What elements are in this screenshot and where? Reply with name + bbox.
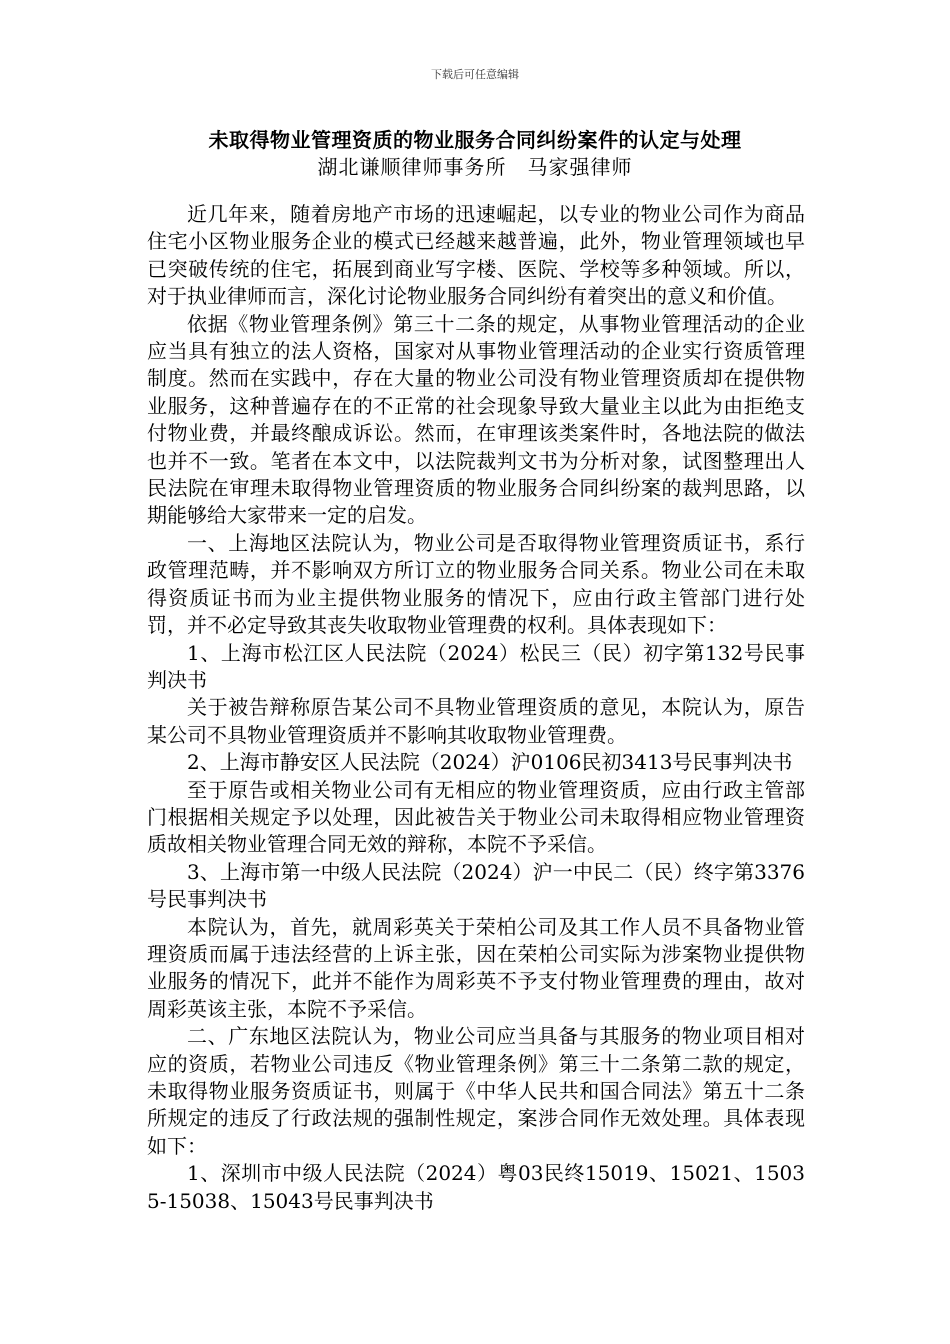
paragraph-case-1-quote: 关于被告辩称原告某公司不具物业管理资质的意见，本院认为，原告某公司不具物业管理资质并不影响其收取物业管理费。 — [147, 695, 805, 747]
paragraph-case-1: 1、上海市松江区人民法院（2024）松民三（民）初字第132号民事判决书 — [147, 640, 805, 692]
paragraph-case-3: 3、上海市第一中级人民法院（2024）沪一中民二（民）终字第3376号民事判决书 — [147, 859, 805, 912]
paragraph-case-4: 1、深圳市中级人民法院（2024）粤03民终15019、15021、15035-15038、15043号民事判决书 — [147, 1161, 805, 1213]
paragraph-regulation: 依据《物业管理条例》第三十二条的规定，从事物业管理活动的企业应当具有独立的法人资格，国家对从事物业管理活动的企业实行资质管理制度。然而在实践中，存在大量的物业公司没有物业管理资质却在提供物业服务，这种普遍存在的不正常的社会现象导致大量业主以此为由拒绝支付物业费，并最终酿成诉讼。然而，在审理该类案件时，各地法院的做法也并不一致。笔者在本文中，以法院裁判文书为分析对象，试图整理出人民法院在审理未取得物业管理资质的物业服务合同纠纷案的裁判思路，以期能够给大家带来一定的启发。 — [147, 311, 805, 528]
header-note: 下载后可任意编辑 — [431, 68, 519, 81]
paragraph-intro: 近几年来，随着房地产市场的迅速崛起，以专业的物业公司作为商品住宅小区物业服务企业的模式已经越来越普遍，此外，物业管理领域也早已突破传统的住宅，拓展到商业写字楼、医院、学校等多种领域。所以，对于执业律师而言，深化讨论物业服务合同纠纷有着突出的意义和价值。 — [147, 202, 805, 309]
paragraph-case-3-quote: 本院认为，首先，就周彩英关于荣柏公司及其工作人员不具备物业管理资质而属于违法经营的上诉主张，因在荣柏公司实际为涉案物业提供物业服务的情况下，此并不能作为周彩英不予支付物业管理费的理由，故对周彩英该主张，本院不予采信。 — [147, 914, 805, 1021]
paragraph-section-guangdong: 二、广东地区法院认为，物业公司应当具备与其服务的物业项目相对应的资质，若物业公司违反《物业管理条例》第三十二条第二款的规定，未取得物业服务资质证书，则属于《中华人民共和国合同法》第五十二条所规定的违反了行政法规的强制性规定，案涉合同作无效处理。具体表现如下： — [147, 1024, 805, 1158]
paragraph-section-shanghai: 一、上海地区法院认为，物业公司是否取得物业管理资质证书，系行政管理范畴，并不影响双方所订立的物业服务合同关系。物业公司在未取得资质证书而为业主提供物业服务的情况下，应由行政主管部门进行处罚，并不必定导致其丧失收取物业管理费的权利。具体表现如下： — [147, 530, 805, 638]
document-author: 湖北谦顺律师事务所 马家强律师 — [317, 155, 633, 179]
paragraph-case-2-quote: 至于原告或相关物业公司有无相应的物业管理资质，应由行政主管部门根据相关规定予以处理，因此被告关于物业公司未取得相应物业管理资质故相关物业管理合同无效的辩称，本院不予采信。 — [147, 777, 805, 857]
document-title: 未取得物业管理资质的物业服务合同纠纷案件的认定与处理 — [208, 128, 742, 152]
document-body — [147, 201, 805, 1215]
paragraph-case-2: 2、上海市静安区人民法院（2024）沪0106民初3413号民事判决书 — [187, 750, 793, 775]
